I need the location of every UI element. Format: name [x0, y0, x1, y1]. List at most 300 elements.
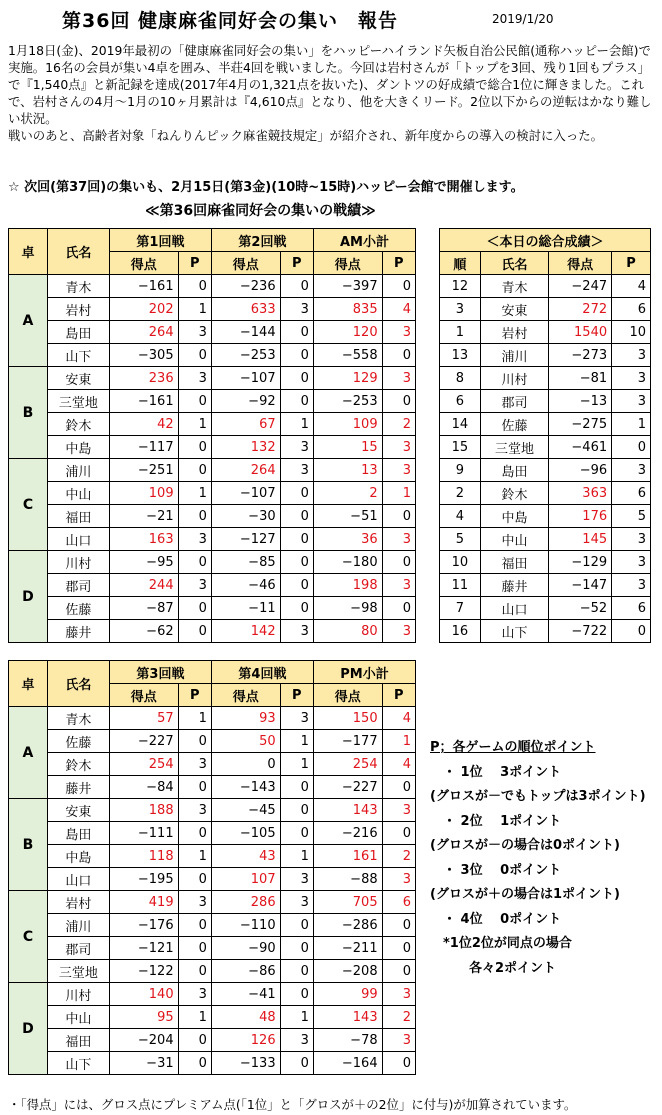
table-row — [440, 390, 651, 413]
col-points: P — [382, 684, 415, 707]
score-cell: 202 — [109, 298, 178, 321]
points-cell: 1 — [178, 413, 211, 436]
score-cell: −21 — [109, 505, 178, 528]
points-cell: 0 — [280, 983, 313, 1006]
score-cell: 109 — [313, 413, 382, 436]
score-cell: 3 — [382, 983, 415, 1006]
player-name: 川村 — [480, 367, 549, 390]
points-cell: 0 — [280, 914, 313, 937]
score-cell: 244 — [109, 574, 178, 597]
score-cell: −30 — [211, 505, 280, 528]
score-cell: −46 — [211, 574, 280, 597]
score-cell: 15 — [313, 436, 382, 459]
score-cell: −216 — [313, 822, 382, 845]
points-cell: 1 — [178, 1006, 211, 1029]
legend-line: *1位2位が同点の場合 — [430, 936, 572, 951]
points-cell: 0 — [280, 551, 313, 574]
col-points: P — [178, 252, 211, 275]
score-cell: −45 — [211, 799, 280, 822]
intro-paragraph: 1月18日(金)、2019年最初の「健康麻雀同好会の集い」をハッピーハイランド矢板自治公民館(通称ハッピー会館)で実施。16名の会員が集い4卓を囲み、半荘4回を戦いました。今回は岩村さんが「トップを3回、残り1回もプラス」で『1,540点』と新記録を達成(2017年4月の1,321点を抜いた)、ダントツの好成績で総合1位に輝きました。これで、岩村さんの4月～1月の10ヶ月累計は『4,610点』となり、他を大きくリード。2位以下からの逆転はかなり難しい状況。 — [8, 43, 652, 126]
score-cell: 48 — [211, 1006, 280, 1029]
player-name: 岩村 — [47, 298, 109, 321]
points-cell: 3 — [178, 321, 211, 344]
score-cell: −95 — [109, 551, 178, 574]
legend-line: ・ 2位 1ポイント — [430, 813, 562, 829]
table-row — [9, 707, 416, 730]
score-cell: 633 — [211, 298, 280, 321]
player-name: 川村 — [47, 983, 109, 1006]
rank-cell: 3 — [440, 298, 481, 321]
intro-paragraph: 戦いのあと、高齢者対象「ねんりんピック麻雀競技規定」が紹介され、新年度からの導入の検討に入った。 — [8, 128, 603, 143]
points-cell: 3 — [280, 891, 313, 914]
table-header-row — [9, 661, 416, 684]
points-cell: 0 — [178, 914, 211, 937]
score-cell: 419 — [109, 891, 178, 914]
score-cell: 42 — [109, 413, 178, 436]
points-cell: 0 — [178, 620, 211, 643]
score-cell: −251 — [109, 459, 178, 482]
table-row — [9, 551, 416, 574]
score-cell: 3 — [382, 620, 415, 643]
score-cell: −204 — [109, 1029, 178, 1052]
score-cell: 835 — [313, 298, 382, 321]
score-cell: −133 — [211, 1052, 280, 1075]
score-cell: −195 — [109, 868, 178, 891]
player-name: 青木 — [47, 707, 109, 730]
score-cell: 0 — [382, 597, 415, 620]
points-cell: 0 — [178, 730, 211, 753]
player-name: 中山 — [480, 528, 549, 551]
score-cell: 198 — [313, 574, 382, 597]
points-cell: 1 — [280, 413, 313, 436]
score-cell: −164 — [313, 1052, 382, 1075]
table-row — [9, 436, 416, 459]
score-cell: 363 — [549, 482, 612, 505]
col-table: 卓 — [9, 661, 48, 707]
score-cell: −87 — [109, 597, 178, 620]
score-cell: −180 — [313, 551, 382, 574]
points-cell: 3 — [612, 574, 651, 597]
table-row — [9, 574, 416, 597]
score-cell: 129 — [313, 367, 382, 390]
points-cell: 3 — [178, 891, 211, 914]
points-cell: 1 — [280, 1006, 313, 1029]
points-cell: 3 — [178, 367, 211, 390]
report-date: 2019/1/20 — [492, 12, 554, 26]
col-points: P — [280, 684, 313, 707]
score-cell: −92 — [211, 390, 280, 413]
player-name: 山下 — [47, 344, 109, 367]
points-cell: 0 — [178, 390, 211, 413]
score-cell: 140 — [109, 983, 178, 1006]
score-cell: −461 — [549, 436, 612, 459]
points-cell: 3 — [612, 459, 651, 482]
col-rank: 順 — [440, 252, 481, 275]
player-name: 山下 — [480, 620, 549, 643]
score-cell: −227 — [313, 776, 382, 799]
rank-cell: 15 — [440, 436, 481, 459]
rank-cell: 1 — [440, 321, 481, 344]
am-results-table — [8, 228, 416, 643]
player-name: 藤井 — [47, 776, 109, 799]
points-cell: 0 — [178, 459, 211, 482]
score-cell: −558 — [313, 344, 382, 367]
score-cell: 163 — [109, 528, 178, 551]
table-label: B — [9, 367, 48, 459]
player-name: 山口 — [47, 528, 109, 551]
score-cell: 43 — [211, 845, 280, 868]
score-cell: 126 — [211, 1029, 280, 1052]
points-cell: 1 — [178, 482, 211, 505]
rank-cell: 13 — [440, 344, 481, 367]
legend-line: 各々2ポイント — [430, 960, 557, 976]
points-cell: 3 — [178, 799, 211, 822]
table-row — [9, 528, 416, 551]
score-cell: 3 — [382, 436, 415, 459]
table-row — [440, 413, 651, 436]
table-row — [440, 597, 651, 620]
score-cell: 0 — [382, 937, 415, 960]
score-cell: 36 — [313, 528, 382, 551]
player-name: 福田 — [480, 551, 549, 574]
table-row — [440, 528, 651, 551]
points-cell: 1 — [280, 753, 313, 776]
score-cell: 132 — [211, 436, 280, 459]
table-row — [440, 436, 651, 459]
score-cell: 236 — [109, 367, 178, 390]
player-name: 藤井 — [480, 574, 549, 597]
rank-cell: 14 — [440, 413, 481, 436]
col-score: 得点 — [313, 252, 382, 275]
score-cell: −51 — [313, 505, 382, 528]
points-cell: 1 — [178, 845, 211, 868]
player-name: 川村 — [47, 551, 109, 574]
score-cell: 50 — [211, 730, 280, 753]
score-cell: 143 — [313, 799, 382, 822]
table-row — [9, 1006, 416, 1029]
page-title: 第36回 健康麻雀同好会の集い 報告 — [62, 10, 399, 32]
points-cell: 0 — [178, 776, 211, 799]
score-cell: 3 — [382, 459, 415, 482]
points-cell: 6 — [612, 298, 651, 321]
score-cell: −273 — [549, 344, 612, 367]
col-name: 氏名 — [47, 229, 109, 275]
score-cell: −110 — [211, 914, 280, 937]
col-score: 得点 — [211, 684, 280, 707]
points-cell: 3 — [178, 528, 211, 551]
table-row — [9, 730, 416, 753]
points-cell: 0 — [280, 528, 313, 551]
points-cell: 1 — [178, 298, 211, 321]
score-cell: −147 — [549, 574, 612, 597]
points-cell: 0 — [178, 344, 211, 367]
score-cell: 0 — [382, 505, 415, 528]
player-name: 鈴木 — [47, 753, 109, 776]
points-cell: 0 — [178, 868, 211, 891]
player-name: 浦川 — [480, 344, 549, 367]
player-name: 島田 — [47, 822, 109, 845]
table-row — [9, 505, 416, 528]
score-cell: −88 — [313, 868, 382, 891]
intro-text — [8, 42, 658, 144]
points-cell: 0 — [178, 551, 211, 574]
score-cell: 188 — [109, 799, 178, 822]
score-cell: 3 — [382, 868, 415, 891]
col-points: P — [178, 684, 211, 707]
rank-cell: 4 — [440, 505, 481, 528]
legend-line: ・ 1位 3ポイント — [430, 764, 562, 780]
score-cell: −84 — [109, 776, 178, 799]
table-row — [440, 505, 651, 528]
score-cell: 3 — [382, 1029, 415, 1052]
points-legend — [430, 736, 646, 981]
rank-cell: 11 — [440, 574, 481, 597]
table-title-row — [440, 229, 651, 252]
score-cell: −127 — [211, 528, 280, 551]
score-cell: 4 — [382, 298, 415, 321]
score-cell: −161 — [109, 275, 178, 298]
points-cell: 0 — [280, 937, 313, 960]
table-row — [9, 321, 416, 344]
legend-line: (グロスが＋の場合は1ポイント) — [430, 887, 620, 902]
points-cell: 0 — [178, 597, 211, 620]
rank-cell: 9 — [440, 459, 481, 482]
points-cell: 5 — [612, 505, 651, 528]
player-name: 郡司 — [47, 574, 109, 597]
score-cell: 1 — [382, 730, 415, 753]
points-cell: 0 — [280, 799, 313, 822]
table-row — [9, 822, 416, 845]
score-cell: −129 — [549, 551, 612, 574]
player-name: 島田 — [47, 321, 109, 344]
score-cell: 0 — [382, 275, 415, 298]
score-cell: −96 — [549, 459, 612, 482]
col-points: P — [382, 252, 415, 275]
points-cell: 0 — [280, 960, 313, 983]
score-cell: −111 — [109, 822, 178, 845]
score-cell: −11 — [211, 597, 280, 620]
col-game-b: 第4回戦 — [211, 661, 313, 684]
legend-line: ・ 4位 0ポイント — [430, 911, 562, 927]
score-cell: −90 — [211, 937, 280, 960]
score-cell: 67 — [211, 413, 280, 436]
overall-title: ＜本日の総合成績＞ — [440, 229, 651, 252]
score-cell: −144 — [211, 321, 280, 344]
table-row — [440, 344, 651, 367]
score-cell: 2 — [382, 413, 415, 436]
points-cell: 0 — [280, 390, 313, 413]
score-cell: −62 — [109, 620, 178, 643]
points-cell: 3 — [280, 436, 313, 459]
score-cell: 3 — [382, 574, 415, 597]
table-header-row — [9, 229, 416, 252]
points-cell: 0 — [612, 620, 651, 643]
table-header-row — [440, 252, 651, 275]
score-cell: 145 — [549, 528, 612, 551]
points-cell: 3 — [612, 367, 651, 390]
score-cell: 6 — [382, 891, 415, 914]
score-cell: −81 — [549, 367, 612, 390]
rank-cell: 2 — [440, 482, 481, 505]
points-cell: 0 — [280, 344, 313, 367]
points-cell: 0 — [280, 776, 313, 799]
score-cell: 4 — [382, 753, 415, 776]
score-cell: 2 — [382, 845, 415, 868]
legend-heading: P；各ゲームの順位ポイント — [430, 740, 596, 755]
table-label: B — [9, 799, 48, 891]
table-row — [9, 845, 416, 868]
table-label: C — [9, 891, 48, 983]
col-subtotal: AM小計 — [313, 229, 415, 252]
score-cell: 3 — [382, 799, 415, 822]
table-row — [9, 597, 416, 620]
player-name: 中島 — [47, 436, 109, 459]
col-points: P — [280, 252, 313, 275]
score-cell: 120 — [313, 321, 382, 344]
points-cell: 3 — [612, 344, 651, 367]
score-cell: 3 — [382, 367, 415, 390]
score-cell: 2 — [382, 1006, 415, 1029]
points-cell: 0 — [280, 1052, 313, 1075]
player-name: 岩村 — [480, 321, 549, 344]
points-cell: 10 — [612, 321, 651, 344]
points-cell: 0 — [178, 275, 211, 298]
points-cell: 3 — [612, 551, 651, 574]
points-cell: 6 — [612, 597, 651, 620]
table-row — [440, 321, 651, 344]
col-name: 氏名 — [47, 661, 109, 707]
table-row — [440, 574, 651, 597]
player-name: 青木 — [47, 275, 109, 298]
score-cell: 142 — [211, 620, 280, 643]
player-name: 佐藤 — [47, 597, 109, 620]
score-cell: −105 — [211, 822, 280, 845]
score-cell: −41 — [211, 983, 280, 1006]
player-name: 岩村 — [47, 891, 109, 914]
table-row — [9, 620, 416, 643]
rank-cell: 16 — [440, 620, 481, 643]
col-game-a: 第3回戦 — [109, 661, 211, 684]
player-name: 郡司 — [480, 390, 549, 413]
points-cell: 3 — [280, 459, 313, 482]
score-cell: 0 — [382, 914, 415, 937]
score-cell: 3 — [382, 321, 415, 344]
score-cell: −107 — [211, 367, 280, 390]
points-cell: 0 — [280, 574, 313, 597]
points-cell: 0 — [280, 597, 313, 620]
table-row — [9, 753, 416, 776]
score-cell: 93 — [211, 707, 280, 730]
score-cell: 0 — [382, 822, 415, 845]
score-cell: −161 — [109, 390, 178, 413]
points-cell: 4 — [612, 275, 651, 298]
points-cell: 6 — [612, 482, 651, 505]
next-meeting-notice: ☆ 次回(第37回)の集いも、2月15日(第3金)(10時~15時)ハッピー会館で開催します。 — [8, 180, 524, 195]
score-cell: −236 — [211, 275, 280, 298]
points-cell: 0 — [178, 436, 211, 459]
points-cell: 3 — [280, 298, 313, 321]
score-cell: 0 — [382, 344, 415, 367]
player-name: 浦川 — [47, 914, 109, 937]
points-cell: 3 — [280, 620, 313, 643]
col-game-b: 第2回戦 — [211, 229, 313, 252]
col-points: P — [612, 252, 651, 275]
points-cell: 0 — [280, 367, 313, 390]
points-cell: 0 — [612, 436, 651, 459]
score-cell: −286 — [313, 914, 382, 937]
score-cell: 0 — [382, 776, 415, 799]
score-cell: −52 — [549, 597, 612, 620]
table-row — [9, 344, 416, 367]
table-row — [9, 367, 416, 390]
pm-results-table — [8, 660, 416, 1075]
score-cell: 286 — [211, 891, 280, 914]
score-cell: −121 — [109, 937, 178, 960]
table-row — [440, 298, 651, 321]
score-cell: 107 — [211, 868, 280, 891]
player-name: 青木 — [480, 275, 549, 298]
legend-line: ・ 3位 0ポイント — [430, 862, 562, 878]
score-cell: 1 — [382, 482, 415, 505]
overall-results-table — [439, 228, 651, 643]
legend-line: (グロスが－の場合は0ポイント) — [430, 838, 620, 853]
table-row — [440, 459, 651, 482]
score-cell: 0 — [382, 551, 415, 574]
points-cell: 3 — [612, 528, 651, 551]
score-cell: 264 — [211, 459, 280, 482]
col-score: 得点 — [109, 684, 178, 707]
col-game-a: 第1回戦 — [109, 229, 211, 252]
score-cell: 0 — [382, 960, 415, 983]
points-cell: 0 — [280, 482, 313, 505]
table-row — [9, 298, 416, 321]
table-label: C — [9, 459, 48, 551]
table-row — [9, 1052, 416, 1075]
player-name: 山口 — [47, 868, 109, 891]
player-name: 佐藤 — [480, 413, 549, 436]
table-row — [9, 776, 416, 799]
score-cell: 57 — [109, 707, 178, 730]
player-name: 福田 — [47, 505, 109, 528]
rank-cell: 8 — [440, 367, 481, 390]
score-cell: −31 — [109, 1052, 178, 1075]
legend-line: (グロスが－でもトップは3ポイント) — [430, 789, 646, 804]
score-cell: −13 — [549, 390, 612, 413]
score-cell: −722 — [549, 620, 612, 643]
points-cell: 0 — [178, 822, 211, 845]
score-cell: 0 — [382, 1052, 415, 1075]
points-cell: 0 — [178, 505, 211, 528]
player-name: 三堂地 — [480, 436, 549, 459]
points-cell: 3 — [280, 707, 313, 730]
score-cell: 150 — [313, 707, 382, 730]
score-cell: −253 — [313, 390, 382, 413]
player-name: 中島 — [480, 505, 549, 528]
score-cell: −122 — [109, 960, 178, 983]
score-cell: 272 — [549, 298, 612, 321]
col-score: 得点 — [549, 252, 612, 275]
points-cell: 3 — [612, 390, 651, 413]
player-name: 三堂地 — [47, 390, 109, 413]
score-cell: 2 — [313, 482, 382, 505]
score-cell: −208 — [313, 960, 382, 983]
table-row — [9, 914, 416, 937]
rank-cell: 7 — [440, 597, 481, 620]
score-cell: 80 — [313, 620, 382, 643]
points-cell: 0 — [178, 1029, 211, 1052]
score-cell: −305 — [109, 344, 178, 367]
player-name: 三堂地 — [47, 960, 109, 983]
